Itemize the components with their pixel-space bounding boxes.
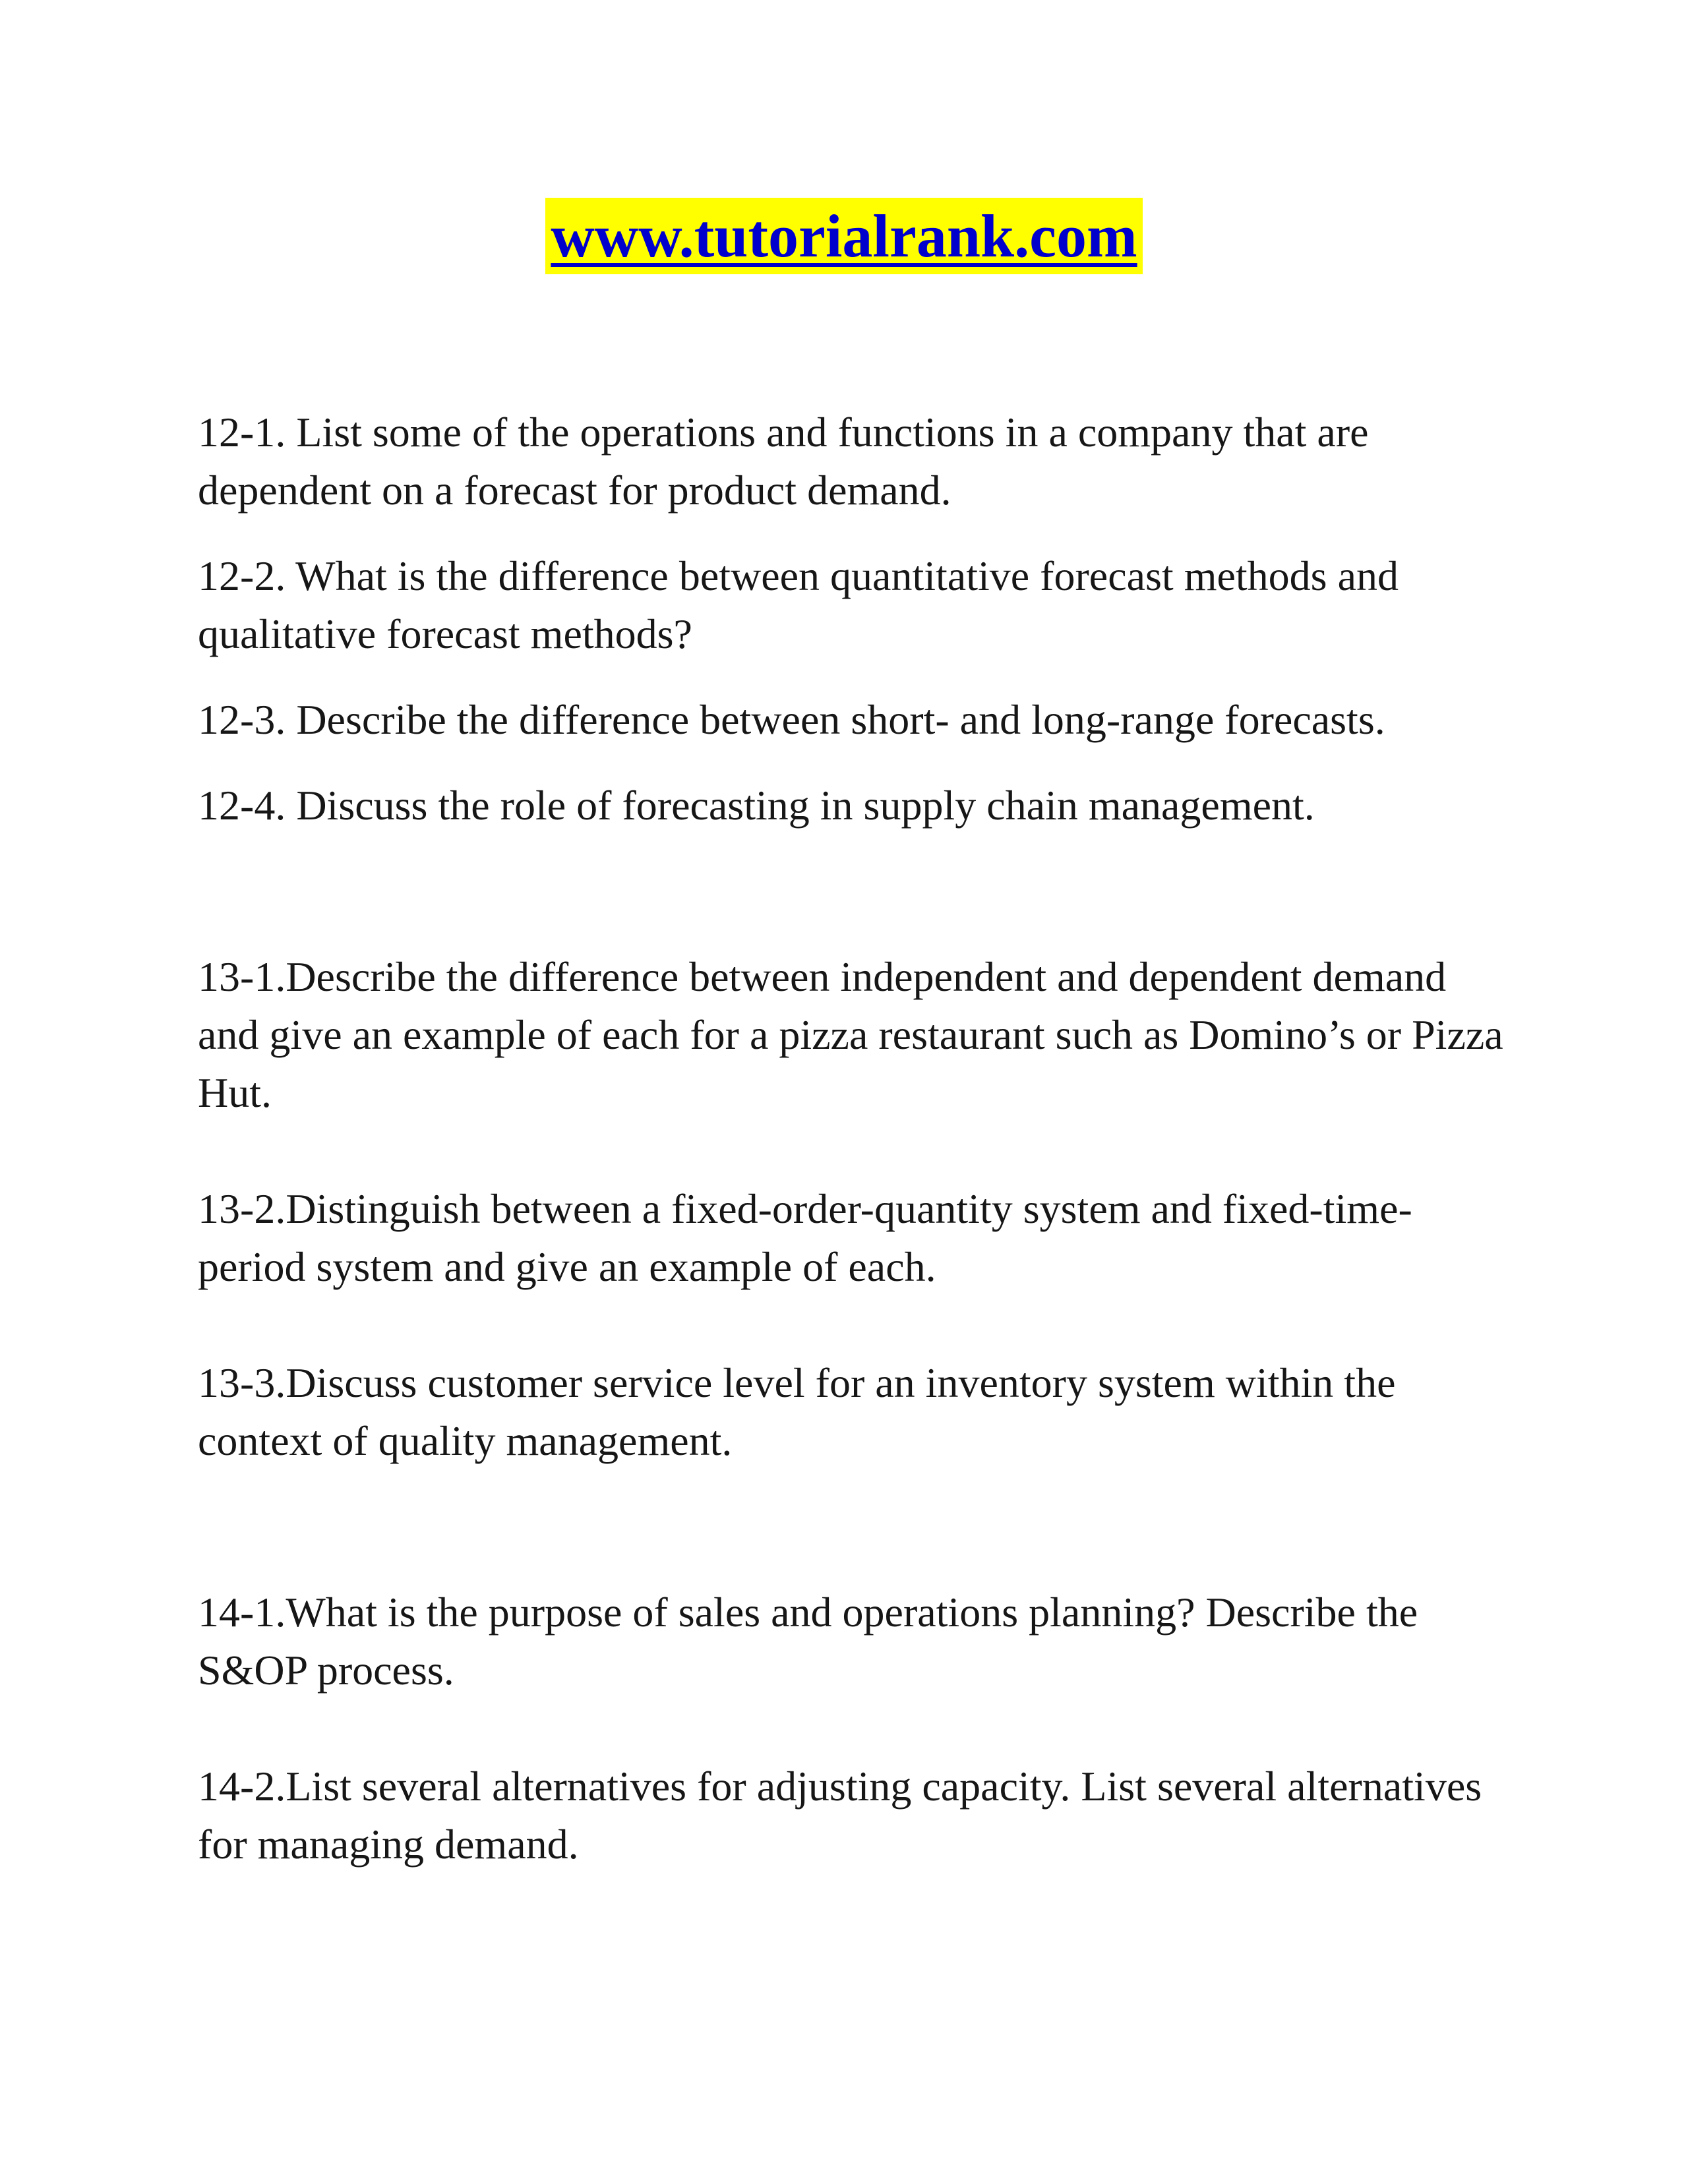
question-13-3: 13-3.Discuss customer service level for an inventory system within the context of quality management. xyxy=(198,1359,1396,1464)
header xyxy=(0,198,1688,274)
question-12-1: 12-1. List some of the operations and functions in a company that are dependent on a forecast for product demand. xyxy=(198,409,1369,514)
question-14-1: 14-1.What is the purpose of sales and operations planning? Describe the S&OP process. xyxy=(198,1589,1418,1694)
question-12-4: 12-4. Discuss the role of forecasting in supply chain management. xyxy=(198,782,1315,829)
question-13-1: 13-1.Describe the difference between independent and dependent demand and give an example of each for a pizza restaurant such as Domino’s or Pizza Hut. xyxy=(198,953,1503,1116)
question-13-2: 13-2.Distinguish between a fixed-order-quantity system and fixed-time-period system and give an example of each. xyxy=(198,1185,1412,1290)
question-12-3: 12-3. Describe the difference between short- and long-range forecasts. xyxy=(198,696,1385,743)
question-14-2: 14-2.List several alternatives for adjusting capacity. List several alternatives for managing demand. xyxy=(198,1763,1482,1868)
question-12-2: 12-2. What is the difference between quantitative forecast methods and qualitative forecast methods? xyxy=(198,552,1399,657)
site-link[interactable]: www.tutorialrank.com xyxy=(545,198,1142,274)
